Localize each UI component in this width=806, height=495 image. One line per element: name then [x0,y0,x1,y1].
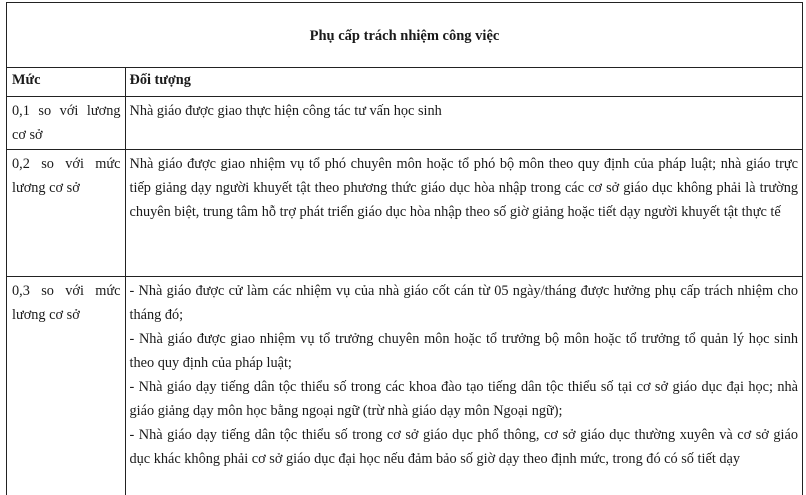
subject-line: Nhà giáo được giao nhiệm vụ tổ phó chuyên môn hoặc tổ phó bộ môn theo quy định của pháp luật; nhà giáo trực tiếp giảng dạy người khuyết tật theo phương thức giáo dục hòa nhập trong các cơ sở giáo dục không phải là trường chuyên biệt, trung tâm hỗ trợ phát triển giáo dục hòa nhập theo số giờ giảng hoặc tiết dạy người khuyết tật thực tế [129,156,798,220]
row-subject [125,277,802,495]
row-level: 0,3 so với mức lương cơ sở [7,277,125,495]
table-row [7,277,802,495]
row-level: 0,1 so với lương cơ sở [7,97,125,150]
subject-line: - Nhà giáo được giao nhiệm vụ tổ trưởng chuyên môn hoặc tổ trưởng bộ môn hoặc tổ trưởng tổ quản lý học sinh theo quy định của pháp luật; [129,331,798,371]
header-subject: Đối tượng [125,68,802,97]
subject-line: - Nhà giáo dạy tiếng dân tộc thiểu số trong các khoa đào tạo tiếng dân tộc thiểu số tại cơ sở giáo dục đại học; nhà giáo giảng dạy môn học bằng ngoại ngữ (trừ nhà giáo dạy môn Ngoại ngữ); [129,379,798,419]
subject-line: Nhà giáo được giao thực hiện công tác tư vấn học sinh [129,103,442,119]
table-row [7,97,802,150]
subject-line: - Nhà giáo được cử làm các nhiệm vụ của nhà giáo cốt cán từ 05 ngày/tháng được hưởng phụ cấp trách nhiệm cho tháng đó; [129,283,798,323]
table-header-row [7,68,802,97]
subject-line: - Nhà giáo dạy tiếng dân tộc thiểu số trong cơ sở giáo dục phổ thông, cơ sở giáo dục thường xuyên và cơ sở giáo dục khác không phải cơ sở giáo dục đại học nếu đảm bảo số giờ dạy theo định mức, trong đó có số tiết dạy [129,427,798,467]
header-level: Mức [7,68,125,97]
allowance-table [6,2,803,495]
row-subject [125,97,802,150]
row-subject [125,150,802,277]
allowance-grid [7,68,802,495]
table-title: Phụ cấp trách nhiệm công việc [7,3,802,68]
table-row [7,150,802,277]
row-level: 0,2 so với mức lương cơ sở [7,150,125,277]
